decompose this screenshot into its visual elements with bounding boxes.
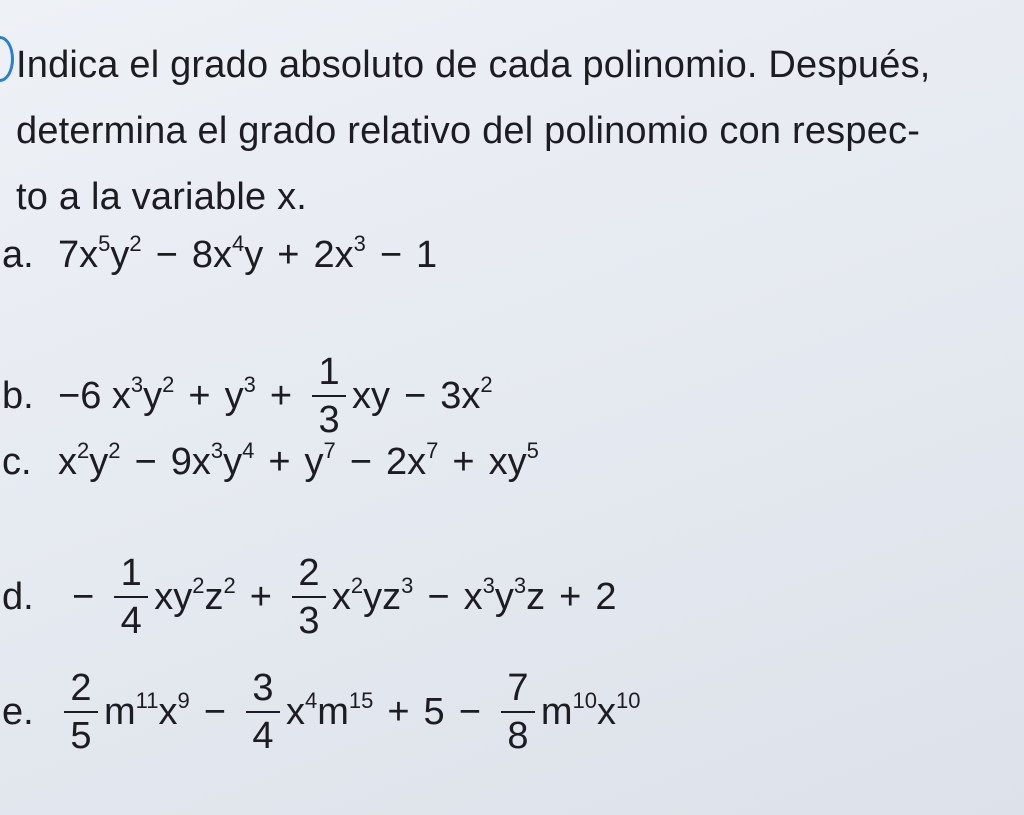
operator: + [268,441,291,483]
monomial: $9x^3y^4$ [170,438,255,483]
fraction-numerator: 2 [298,552,320,594]
exercise-label: c. [2,441,32,483]
instruction-paragraph [16,32,1016,230]
monomial: $2x^3$ [313,231,366,276]
instruction-line-1: Indica el grado absoluto de cada polinomio. Después, [16,44,931,86]
monomial: $x^4m^{15}$ [285,687,374,733]
fraction-denominator: 3 [318,399,340,441]
monomial: $xy^2z^2$ [154,572,236,618]
operator: + [249,575,272,618]
operator: + [269,374,293,417]
fraction [64,669,98,755]
fraction-denominator: 5 [70,715,92,757]
fraction-numerator: 1 [120,552,142,594]
monomial: $y^7$ [304,438,336,483]
operator: − [155,234,178,276]
exercise-c [2,438,539,484]
fraction-denominator: 3 [298,600,320,642]
monomial: $x^3y^3z$ [463,572,546,618]
fraction [246,669,280,755]
exercise-b [2,353,493,439]
monomial: $x^2y^2$ [58,438,121,483]
exercise-a [2,231,438,277]
exercise-label: b. [2,374,34,417]
exercise-d [2,554,616,640]
monomial: $2x^7$ [386,438,439,483]
fraction-numerator: 2 [70,667,92,709]
monomial: $y^3$ [224,371,256,417]
instruction-line-3: to a la variable x. [16,176,308,218]
operator: + [277,234,300,276]
monomial: 1 [416,234,438,276]
fraction [114,554,148,640]
exercise-e [2,669,641,755]
monomial: xy [352,374,391,417]
fraction-numerator: 3 [252,667,274,709]
monomial: $3x^2$ [440,371,493,417]
operator: − [458,690,481,733]
monomial: 5 [423,690,445,733]
exercise-number-marker [0,36,14,82]
operator: + [387,690,410,733]
monomial: $8x^4y$ [191,231,264,276]
monomial: $m^{10}x^{10}$ [540,687,641,733]
monomial: $xy^5$ [488,438,539,483]
monomial: $x^2yz^3$ [331,572,414,618]
operator: + [452,441,475,483]
monomial: 2 [595,575,617,618]
operator: − [427,575,450,618]
fraction-numerator: 7 [507,667,529,709]
operator: − [404,374,427,417]
monomial: $m^{11}x^9$ [104,687,190,733]
exercise-label: e. [2,690,34,733]
fraction [312,353,346,439]
fraction [501,669,535,755]
fraction-denominator: 4 [120,600,142,642]
exercise-label: a. [2,234,34,276]
fraction [292,554,326,640]
fraction-denominator: 4 [252,715,274,757]
operator: + [559,575,582,618]
instruction-line-2: determina el grado relativo del polinomio con respec- [16,110,921,152]
operator: − [203,690,226,733]
fraction-numerator: 1 [318,351,340,393]
monomial: $7x^5y^2$ [58,231,142,276]
operator: + [188,374,211,417]
operator: − [349,441,372,483]
monomial: −6 $x^3y^2$ [58,371,175,417]
fraction-denominator: 8 [507,715,529,757]
operator: − [379,234,403,276]
operator: − [72,575,95,618]
exercise-label: d. [2,575,34,618]
operator: − [134,441,157,483]
